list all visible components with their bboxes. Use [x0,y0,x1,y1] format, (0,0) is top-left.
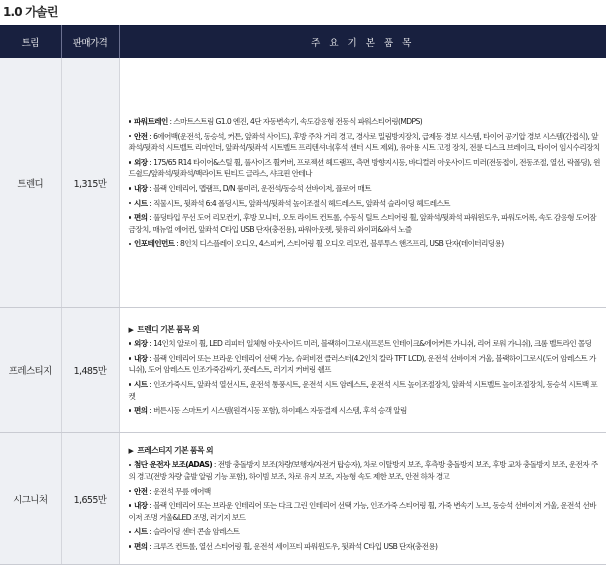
header-items: 주 요 기 본 품 목 [119,26,606,59]
item-category: 시트 [134,527,148,537]
triangle-bullet-icon: ▶ [128,326,134,335]
item-category: 내장 [134,353,148,363]
bullet-icon [129,531,132,534]
item-detail: : 크루즈 컨트롤, 열선 스티어링 휠, 운전석 세이프티 파워윈도우, 뒷좌석 C타입 USB 단자(충전용) [147,541,438,551]
trim-price: 1,655만 [61,433,119,565]
list-item [129,157,601,180]
list-item [129,198,601,210]
list-item [129,338,601,350]
list-item [129,486,601,498]
triangle-bullet-icon: ▶ [128,447,134,456]
trim-price: 1,485만 [61,308,119,433]
item-category: 외장 [134,157,148,167]
bullet-icon [129,202,132,205]
trim-price: 1,315만 [61,58,119,308]
list-item [129,541,601,553]
list-item [129,183,601,195]
bullet-icon [129,342,132,345]
item-detail: : 전방 충돌방지 보조(차량/보행자/자전거 탑승자), 차로 이탈방지 보조, 후측방 충돌방지 보조, 후방 교차 충돌방지 보조, 운전자 주의 경고(전방 차량 출발 알림 기능 포함), 하이빔 보조, 차로 유지 보조, 지능형 속도 제한 보조, 안전 하차 경고 [128,460,598,482]
item-detail: : 14인치 알로이 휠, LED 리피터 일체형 아웃사이드 미러, 블랙하이그로시(프론트 인테이크&에어커튼 가니쉬, 리어 로워 가니쉬), 크롬 벨트라인 몰딩 [147,339,592,349]
item-detail: : 8인치 디스플레이 오디오, 4스피커, 스티어링 휠 오디오 리모컨, 블루투스 핸즈프리, USB 단자(데이터리딩용) [174,239,504,249]
table-row [0,433,606,565]
item-detail: : 블랙 인테리어 또는 브라운 인테리어 또는 다크 그린 인테리어 선택 가능, 인조가죽 스티어링 휠, 가죽 변속기 노브, 동승석 선바이저 거울, 운전석 선바이저 조명 거울&LED 조명, 러기지 보드 [128,501,596,522]
includes-note [129,324,601,336]
item-detail: : 풀딩타입 무선 도어 리모컨키, 후방 모니터, 오토 라이트 컨트롤, 수동식 틸트 스티어링 휠, 앞좌석/뒷좌석 파워윈도우, 파워도어록, 속도 감응형 도어잠금장치, 매뉴얼 에어컨, 앞좌석 C타입 USB 단자(충전용), 파워아웃렛, 뒷유리 와이퍼&와셔 노즐 [128,213,596,234]
trim-name: 트렌디 [0,58,61,308]
header-price: 판매가격 [61,26,119,59]
table-row [0,308,606,433]
item-detail: : 스마트스트림 G1.0 엔진, 4단 자동변속기, 속도감응형 전동식 파워스티어링(MDPS) [167,117,423,127]
bullet-icon [129,490,132,493]
item-category: 외장 [134,339,148,349]
bullet-icon [129,161,132,164]
table-row [0,58,606,308]
trim-items [119,433,606,565]
item-category: 내장 [134,501,148,511]
bullet-icon [129,216,132,219]
bullet-icon [129,135,132,138]
bullet-icon [129,545,132,548]
list-item [129,379,601,402]
list-item [129,500,601,523]
includes-text: 트렌디 기본 품목 외 [137,325,200,335]
item-detail: : 슬라이딩 센터 콘솔 암레스트 [147,527,240,537]
list-item [129,526,601,538]
bullet-icon [129,120,132,123]
list-item [129,116,601,128]
includes-note [129,445,601,457]
item-detail: : 블랙 인테리어 또는 브라운 인테리어 선택 가능, 슈퍼비전 클러스터(4.2인치 칼라 TFT LCD), 운전석 선바이저 거울, 블랙하이그로시(도어 암레스트 가니쉬), 도어 암레스트 인조가죽감싸기, 풋레스트, 러기지 커버링 쉘프 [128,353,596,375]
item-detail: : 블랙 인테리어, 맵램프, D/N 룸미러, 운전석/동승석 선바이저, 플로어 매트 [147,184,371,193]
item-category: 안전 [134,486,148,496]
item-category: 시트 [134,198,148,208]
item-detail: : 버튼시동 스마트키 시스템(원격시동 포함), 하이패스 자동결제 시스템, 후석 승객 알림 [147,406,407,416]
item-category: 편의 [134,213,148,223]
section-title: 1.0 가솔린 [3,5,58,19]
trim-name: 프레스티지 [0,308,61,433]
bullet-icon [129,187,132,190]
item-category: 첨단 운전자 보조(ADAS) [134,460,213,470]
item-category: 인포테인먼트 [134,239,175,249]
bullet-icon [129,409,132,412]
item-detail: : 인조가죽시트, 앞좌석 열선시트, 운전석 통풍시트, 운전석 시트 암레스트, 운전석 시트 높이조절장치, 앞좌석 시트벨트 높이조절장치, 동승석 시트백 포켓 [128,380,598,401]
bullet-icon [129,504,132,507]
item-detail: : 6에어백(운전석, 동승석, 커튼, 앞좌석 사이드), 후방 주차 거리 경고, 경사로 밀림방지장치, 급제동 경보 시스템, 타이어 공기압 경보 시스템(간접식), 앞좌석/뒷좌석 시트벨트 리마인더, 앞좌석/뒷좌석 시트벨트 프리텐셔너(후석 센터 시트 제외), 유아용 시트 고정 장치, 전륜 디스크 브레이크, 타이어 임시수리장치 [128,131,600,153]
item-category: 안전 [134,131,148,141]
item-category: 내장 [134,184,148,193]
trim-spec-table [0,25,606,565]
item-detail: : 직물시트, 뒷좌석 6:4 폴딩시트, 앞좌석/뒷좌석 높이조절식 헤드레스트, 앞좌석 슬라이딩 헤드레스트 [147,198,450,208]
list-item [129,405,601,417]
item-detail: : 운전석 무릎 에어백 [147,486,211,496]
trim-name: 시그니처 [0,433,61,565]
item-detail: : 175/65 R14 타이어&스틸 휠, 풀사이즈 휠커버, 프로젝션 헤드램프, 측면 방향지시등, 바디컬러 아웃사이드 미러(전동접이, 전동조절, 열선, 락폴딩), 윈드쉴드/앞좌석/뒷좌석/백라이트 틴티드 글라스, 샤크핀 안테나 [128,157,600,179]
bullet-icon [129,383,132,386]
includes-text: 프레스티지 기본 품목 외 [137,446,213,456]
table-header-row [0,26,606,59]
bullet-icon [129,357,132,360]
trim-items [119,58,606,308]
item-category: 파워트레인 [134,117,168,127]
trim-items [119,308,606,433]
list-item [129,212,601,235]
item-category: 시트 [134,380,148,389]
bullet-icon [129,243,132,246]
list-item [129,353,601,376]
bullet-icon [129,464,132,467]
item-category: 편의 [134,541,148,551]
list-item [129,459,601,482]
item-category: 편의 [134,406,148,416]
list-item [129,131,601,154]
header-trim: 트림 [0,26,61,59]
list-item [129,238,601,250]
